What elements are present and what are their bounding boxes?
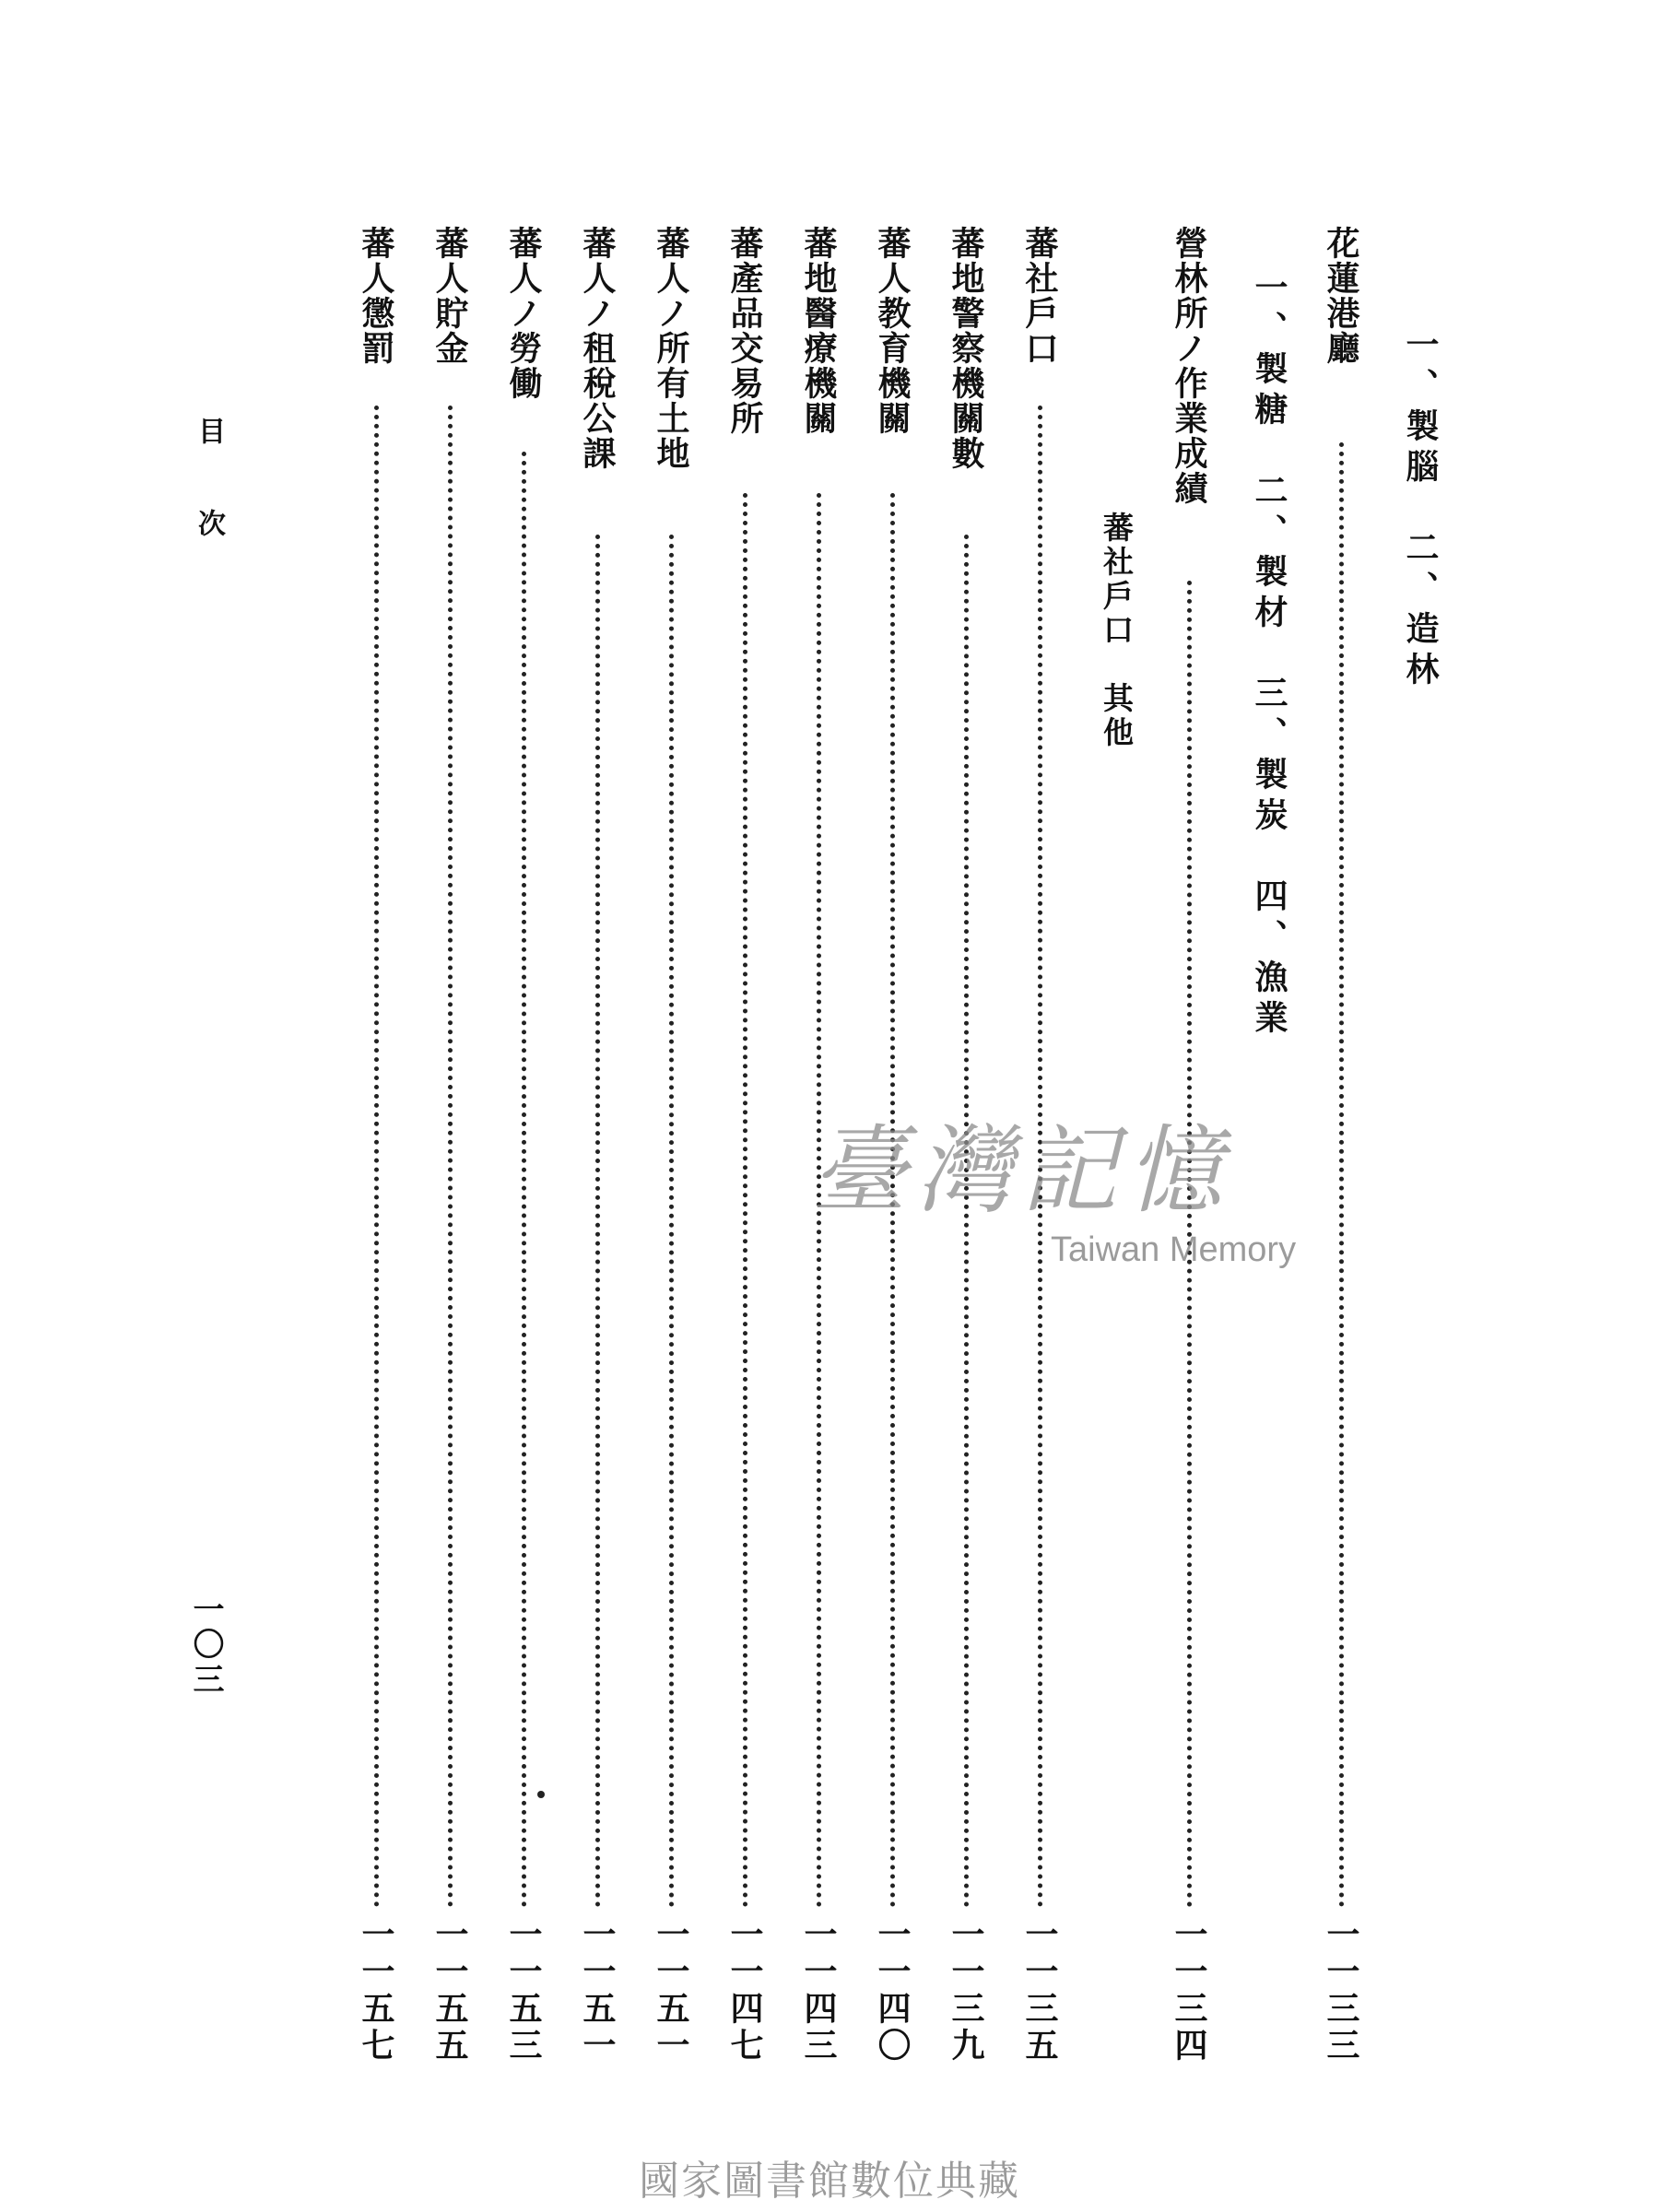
dotted-leader <box>964 535 969 1908</box>
toc-page-number: 一一三四 <box>1170 1917 1208 2065</box>
toc-entry-title: 蕃人ノ勞働 <box>504 226 543 401</box>
toc-page-number: 一一五三 <box>504 1917 543 2065</box>
toc-subitems-line: 一、製糖 二、製材 三、製炭 四、漁業 <box>1250 270 1288 1041</box>
toc-entry[interactable] <box>1320 226 1362 2065</box>
dotted-leader <box>743 493 747 1908</box>
toc-page-number: 一一五五 <box>430 1917 469 2065</box>
dotted-leader <box>1187 581 1192 1908</box>
watermark-english: Taiwan Memory <box>1051 1230 1297 1269</box>
toc-entry-title: 蕃地醫療機關 <box>799 226 838 436</box>
toc-entry[interactable] <box>576 226 618 2065</box>
toc-entry[interactable] <box>429 226 471 2065</box>
toc-page-number: 一一三五 <box>1020 1917 1059 2065</box>
watermark-chinese: 臺灣記憶 <box>811 1114 1232 1227</box>
library-footer: 國家圖書館數位典藏 <box>639 2158 1020 2205</box>
toc-page-number: 一一四三 <box>799 1917 838 2065</box>
toc-page-number: 一一五一 <box>652 1917 690 2065</box>
toc-entry[interactable] <box>871 226 913 2065</box>
toc-entry-title: 蕃人懲罰 <box>357 226 395 366</box>
toc-entry-title: 蕃人貯金 <box>430 226 469 366</box>
toc-page-number: 一一四七 <box>725 1917 764 2065</box>
toc-entry[interactable] <box>1168 226 1210 2065</box>
section-heading: 蕃社戶口 其他 <box>1099 512 1135 750</box>
toc-entry-title: 蕃人ノ租稅公課 <box>578 226 617 471</box>
toc-page-number: 一一三三 <box>1322 1917 1360 2065</box>
dotted-leader <box>522 452 526 1908</box>
toc-page-number: 一一五一 <box>578 1917 617 2065</box>
ink-spot <box>537 1791 545 1798</box>
toc-entry[interactable] <box>724 226 766 2065</box>
dotted-leader <box>817 493 821 1908</box>
dotted-leader <box>595 535 600 1908</box>
toc-entry[interactable] <box>797 226 840 2065</box>
dotted-leader <box>890 493 895 1908</box>
dotted-leader <box>1339 442 1344 1908</box>
toc-entry[interactable] <box>502 226 545 2065</box>
page-folio: 一〇三 <box>187 1593 224 1698</box>
dotted-leader <box>374 406 379 1908</box>
toc-entry-title: 花蓮港廳 <box>1322 226 1360 366</box>
dotted-leader <box>448 406 453 1908</box>
toc-entry-title: 營林所ノ作業成績 <box>1170 226 1208 506</box>
toc-entry[interactable] <box>355 226 397 2065</box>
dotted-leader <box>1038 406 1042 1908</box>
toc-entry[interactable] <box>1018 226 1061 2065</box>
toc-entry-title: 蕃人教育機關 <box>873 226 912 436</box>
dotted-leader <box>669 535 674 1908</box>
toc-page-number: 一一三九 <box>947 1917 985 2065</box>
toc-entry[interactable] <box>945 226 987 2065</box>
toc-entry-title: 蕃社戶口 <box>1020 226 1059 366</box>
toc-entry-title: 蕃產品交易所 <box>725 226 764 436</box>
toc-page-number: 一一四〇 <box>873 1917 912 2065</box>
running-head: 目次 <box>193 417 225 601</box>
toc-page-number: 一一五七 <box>357 1917 395 2065</box>
toc-entry-title: 蕃人ノ所有土地 <box>652 226 690 471</box>
toc-entry-title: 蕃地警察機關數 <box>947 226 985 471</box>
toc-subitems-line: 一、製腦 二、造林 <box>1401 327 1440 692</box>
toc-entry[interactable] <box>650 226 692 2065</box>
